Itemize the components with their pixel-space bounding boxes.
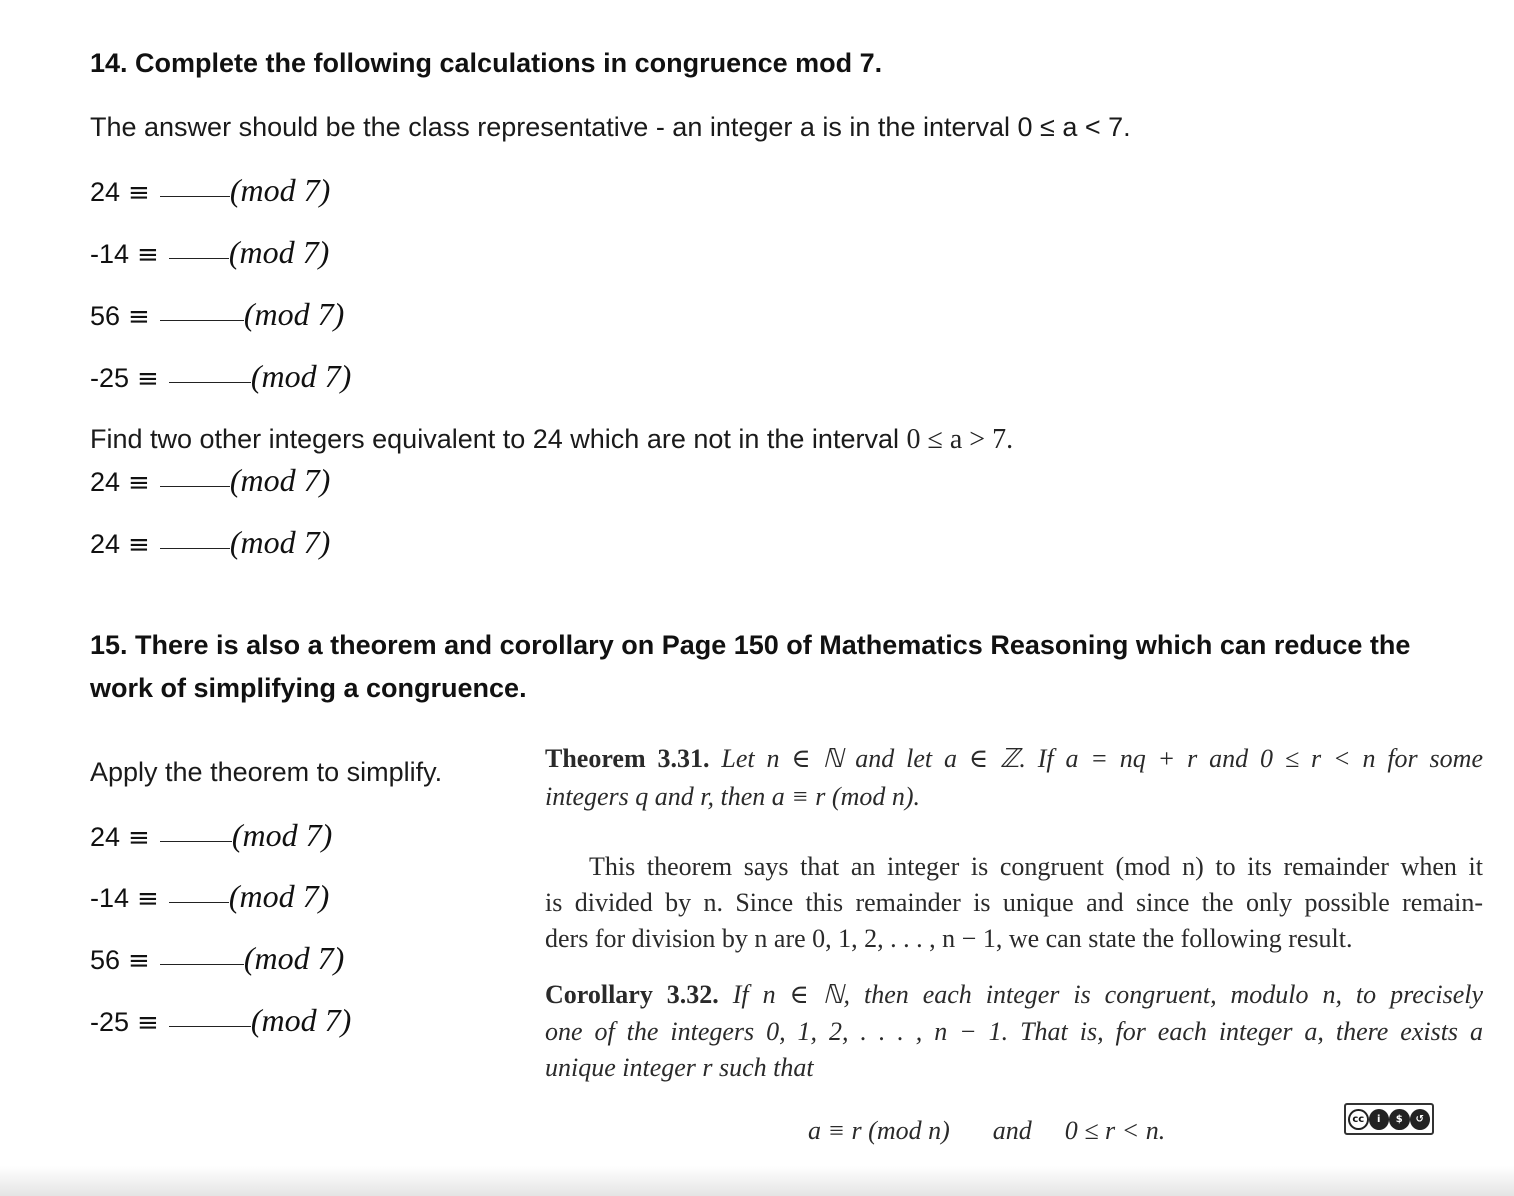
creative-commons-badge (1344, 1103, 1434, 1135)
modulus-label: (mod 7) (229, 524, 331, 560)
row-left-value: -25 (90, 363, 130, 393)
row-left-value: 24 (90, 177, 121, 207)
modulus-label: (mod 7) (228, 878, 330, 914)
explanation-line-3: ders for division by n are 0, 1, 2, . . . , n − 1, we can state the following result. (545, 924, 1353, 953)
q14-extra-row-2 (90, 524, 330, 561)
display-equation-and: and (992, 1116, 1032, 1145)
congruence-symbol: ≡ (128, 178, 150, 208)
modulus-label: (mod 7) (229, 462, 331, 498)
by-icon: i (1369, 1109, 1390, 1130)
q14-row-2 (90, 234, 329, 271)
row-left-value: 56 (90, 301, 121, 331)
find-prompt-interval: 0 ≤ a > 7. (906, 424, 1014, 455)
display-equation-right: 0 ≤ r < n. (1064, 1116, 1166, 1145)
congruence-symbol: ≡ (137, 240, 159, 270)
q14-row-4 (90, 358, 351, 395)
display-equation-left: a ≡ r (mod n) (808, 1116, 950, 1145)
explanation-line-1: This theorem says that an integer is congruent (mod n) to its remainder when it (589, 852, 1483, 881)
explanation-line-2: is divided by n. Since this remainder is unique and since the only possible remain- (545, 888, 1483, 917)
modulus-label: (mod 7) (243, 940, 345, 976)
modulus-label: (mod 7) (250, 1002, 352, 1038)
congruence-symbol: ≡ (137, 1008, 159, 1038)
modulus-label: (mod 7) (231, 817, 333, 853)
row-left-value: -14 (90, 883, 130, 913)
answer-blank[interactable] (160, 964, 244, 965)
row-left-value: -25 (90, 1007, 130, 1037)
row-left-value: 24 (90, 467, 121, 497)
nc-icon: $ (1389, 1109, 1410, 1130)
find-prompt-text: Find two other integers equivalent to 24 which are not in the interval (90, 424, 907, 454)
page-bottom-shadow (0, 1166, 1514, 1196)
congruence-symbol: ≡ (128, 823, 150, 853)
answer-blank[interactable] (160, 196, 230, 197)
q15-heading-line-2: work of simplifying a congruence. (90, 673, 527, 703)
answer-blank[interactable] (169, 902, 229, 903)
theorem-statement-part-1: Let n ∈ ℕ and let a ∈ ℤ. If a = nq + r and 0 ≤ r < n for some (721, 744, 1483, 773)
theorem-title: Theorem 3.31. (545, 744, 710, 773)
corollary-title: Corollary 3.32. (545, 980, 719, 1009)
modulus-label: (mod 7) (243, 296, 345, 332)
congruence-symbol: ≡ (128, 302, 150, 332)
sa-icon: ↺ (1410, 1109, 1431, 1130)
answer-blank[interactable] (169, 258, 229, 259)
corollary-line-3: unique integer r such that (545, 1053, 814, 1082)
q15-row-3 (90, 940, 344, 977)
q15-row-1 (90, 817, 332, 854)
answer-blank[interactable] (160, 320, 244, 321)
corollary-statement-part-1: If n ∈ ℕ, then each integer is congruent, modulo n, to precisely (732, 980, 1483, 1009)
congruence-symbol: ≡ (137, 364, 159, 394)
modulus-label: (mod 7) (228, 234, 330, 270)
corollary-line-2: one of the integers 0, 1, 2, . . . , n − 1. That is, for each integer a, there exists a (545, 1017, 1483, 1046)
row-left-value: -14 (90, 239, 130, 269)
congruence-symbol: ≡ (128, 530, 150, 560)
q15-row-4 (90, 1002, 351, 1039)
cc-icon: cc (1348, 1109, 1369, 1130)
answer-blank[interactable] (169, 382, 251, 383)
answer-blank[interactable] (160, 486, 230, 487)
display-equation (808, 1112, 1165, 1149)
q14-extra-row-1 (90, 462, 330, 499)
congruence-symbol: ≡ (137, 884, 159, 914)
modulus-label: (mod 7) (250, 358, 352, 394)
theorem-line-2: integers q and r, then a ≡ r (mod n). (545, 782, 921, 811)
row-left-value: 56 (90, 945, 121, 975)
q15-heading-line-1: 15. There is also a theorem and corollary on Page 150 of Mathematics Reasoning which can reduce the (90, 630, 1411, 660)
q14-instruction: The answer should be the class representative - an integer a is in the interval 0 ≤ a < 7. (90, 112, 1131, 142)
congruence-symbol: ≡ (128, 468, 150, 498)
apply-theorem-label: Apply the theorem to simplify. (90, 757, 443, 787)
congruence-symbol: ≡ (128, 946, 150, 976)
row-left-value: 24 (90, 822, 121, 852)
q14-find-prompt (90, 424, 1013, 456)
theorem-line-1 (545, 740, 1483, 777)
answer-blank[interactable] (160, 841, 232, 842)
answer-blank[interactable] (169, 1026, 251, 1027)
modulus-label: (mod 7) (229, 172, 331, 208)
corollary-line-1 (545, 976, 1483, 1013)
row-left-value: 24 (90, 529, 121, 559)
q14-row-1 (90, 172, 330, 209)
q14-row-3 (90, 296, 344, 333)
q15-row-2 (90, 878, 329, 915)
q14-heading: 14. Complete the following calculations in congruence mod 7. (90, 48, 883, 78)
answer-blank[interactable] (160, 548, 230, 549)
